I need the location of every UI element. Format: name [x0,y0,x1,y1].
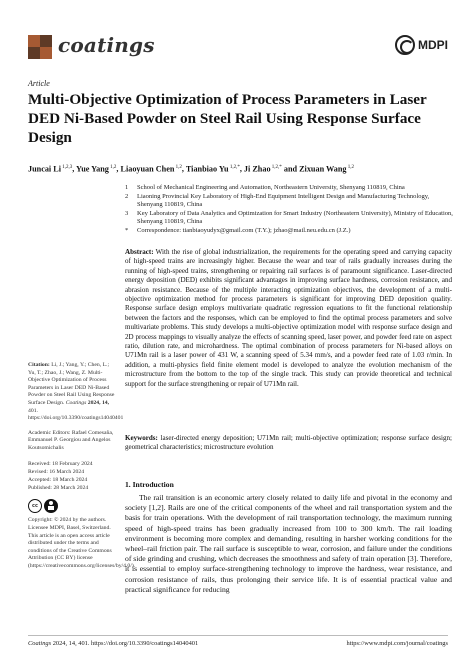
affiliation-number: * [125,226,129,234]
date-revised: Revised: 16 March 2024 [28,468,85,475]
publisher-name: MDPI [418,38,448,52]
footer-journal: Coatings [28,640,52,647]
academic-editors: Academic Editors: Rafael Comesaña, Emmanuel P. Georgiou and Angelos Koutsomichalis [28,429,114,451]
attribution-icon [44,499,58,513]
author-affiliation-marker: 1,2,3 [61,165,73,170]
article-sidebar [28,362,136,578]
author-list: Juncai Li $^{1,2,3}$, Yue Yang $^{1,2}$, Liaoyuan Chen $^{1,2}$, Tianbiao Yu $^{1,2,*}$, Ji Zhao $^{1,2,*}$ and Zixuan Wang $^{1,2}$ [28,164,354,174]
author-name[interactable]: Yue Yang [76,164,109,174]
dates-block [28,460,116,493]
author-affiliation-marker: 1,2 [108,165,117,170]
author-affiliation-marker: 1,2 [346,165,354,170]
affiliation-text: Correspondence: tianbiaoyudyx@gmail.com (T.Y.); jzhao@mail.neu.edu.cn (J.Z.) [137,226,351,234]
introduction-paragraph: The rail transition is an economic artery closely related to daily life and pivotal in the economy and society [1,2]. Rails are one of the critical components of the wheel and rail transportation system and the basis for train operations. With the development of rail transportation technology, the maximum running speed of high-speed trains has been gradually increased from 100 to 300 km/h. The rail loading environment is becoming more complex and demanding, resulting in harsher working conditions for the wheel–rail friction pair. The rail surface is susceptible to wear, corrosion, and failure under the conditions of side grinding and crushing, which decreases the smoothness and safety of train operation [3]. Therefore, it is essential to employ surface-strengthening technology to improve the hardness, wear resistance, and corrosion resistance of rails, thus prolonging their service life. It is of essential practical value and practical significance for reducing [125,493,452,594]
citation-journal: Coatings [65,399,87,406]
affiliation-number: 2 [125,192,129,200]
section-heading-introduction: 1. Introduction [125,480,174,489]
affiliation-item [125,193,455,210]
author-name[interactable]: Tianbiao Yu [185,164,229,174]
citation-text: Li, J.; Yang, Y.; Chen, L.; Yu, T.; Zhao, J.; Wang, Z. Multi-Objective Optimization of Process Parameters in Laser DED Ni-Based Powder on Steel Rail Using Response Surface Design. [28,362,115,406]
author-affiliation-marker: 1,2 [174,165,182,170]
date-received: Received: 18 February 2024 [28,460,93,467]
publisher-logo[interactable] [395,35,448,55]
copyright-notice: Copyright: © 2024 by the authors. Licensee MDPI, Basel, Switzerland. This article is an open access article distributed under the terms and conditions of the Creative Commons Attribution (CC BY) license (https://creativecommons.org/licenses/by/4.0/). [28,517,136,569]
keywords-label: Keywords: [125,434,158,442]
author-name[interactable]: Liaoyuan Chen [120,164,175,174]
affiliation-item [125,210,455,227]
citation-doi-link[interactable]: 401. https://doi.org/10.3390/coatings14040401 [28,407,124,422]
author-name[interactable]: Zixuan Wang [299,164,347,174]
date-accepted: Accepted: 18 March 2024 [28,476,88,483]
affiliations [125,184,455,235]
keywords-text: laser-directed energy deposition; U71Mn rail; multi-objective optimization; response surface design; geometrical characteristics; microstructure evolution [125,434,453,452]
author-affiliation-marker: 1,2,* [270,165,282,170]
footer-journal-url[interactable]: https://www.mdpi.com/journal/coatings [346,640,448,647]
affiliation-item [125,227,455,236]
author-name[interactable]: Juncai Li [28,164,61,174]
abstract-label: Abstract: [125,248,154,256]
abstract-text: With the rise of global industrialization, the requirements for the operating speed and carrying capacity of high-speed trains are increasingly higher. Because the wear and tear of rails gradually increases during the running of high-speed trains, strengthening or repairing rail surfaces is of paramount significance. Laser-directed energy deposition (DED) exhibits significant advantages in improving surface hardness, corrosion resistance, and abrasion resistance. Because of the multiple interacting optimization objectives, the development of a multi-objective optimization method for process parameters is significant for improving DED deposition quality. Response surface design employs multivariate quadratic regression equations to fit the functional relationship between the factors and the responses, which can be employed to find the optimal process parameters and solve multivariate problems. This study develops a multi-objective optimization model with response surface design and 2D process mappings to visually analyze the effects of scanning speed, laser power, and powder feed rate on aspect ratio, dilution rate, and microhardness. The optimal combination of process parameters for Ni-based alloys on U71Mn rail is a laser power of 431 W, a scanning speed of 5.34 mm/s, and a powder feed rate of 1.03 r/min. In addition, a multi-physics field finite element model is developed to analyze the evolution mechanism of the microstructure from the bottom to the top of the single track. This study can provide theoretical and technical support for the surface strengthening or repair of U71Mn rail. [125,248,452,388]
journal-logo-icon [28,35,52,59]
affiliation-item [125,184,455,193]
footer-doi[interactable]: 2024, 14, 401. https://doi.org/10.3390/coatings14040401 [52,640,199,647]
citation-label: Citation: [28,362,50,368]
article-title: Multi-Objective Optimization of Process Parameters in Laser DED Ni-Based Powder on Steel Rail Using Response Surface Design [28,91,427,146]
date-published: Published: 28 March 2024 [28,485,89,492]
journal-name: coatings [58,33,155,57]
keywords [125,434,452,453]
affiliation-text: Key Laboratory of Data Analytics and Optimization for Smart Industry (Northeastern University), Ministry of Education, Shenyang 110819, China [137,209,453,225]
footer-citation [28,640,198,647]
affiliation-text: School of Mechanical Engineering and Automation, Northeastern University, Shenyang 110819, China [137,184,405,191]
cc-icon: cc [28,499,42,513]
journal-header [28,33,448,67]
footer-divider [28,635,448,636]
author-affiliation-marker: 1,2,* [228,165,240,170]
abstract [125,248,452,389]
article-type: Article [28,79,50,88]
affiliation-number: 1 [125,184,129,191]
cc-license-badge[interactable] [28,499,58,513]
affiliation-number: 3 [125,209,129,217]
affiliation-text: Liaoning Provincial Key Laboratory of High-End Equipment Intelligent Design and Manufacturing Technology, Shenyang 110819, China [137,192,430,208]
citation-year-volume: 2024, 14, [87,399,110,406]
citation-block [28,362,124,423]
author-name[interactable]: Ji Zhao [243,164,271,174]
mdpi-logo-icon [395,35,415,55]
